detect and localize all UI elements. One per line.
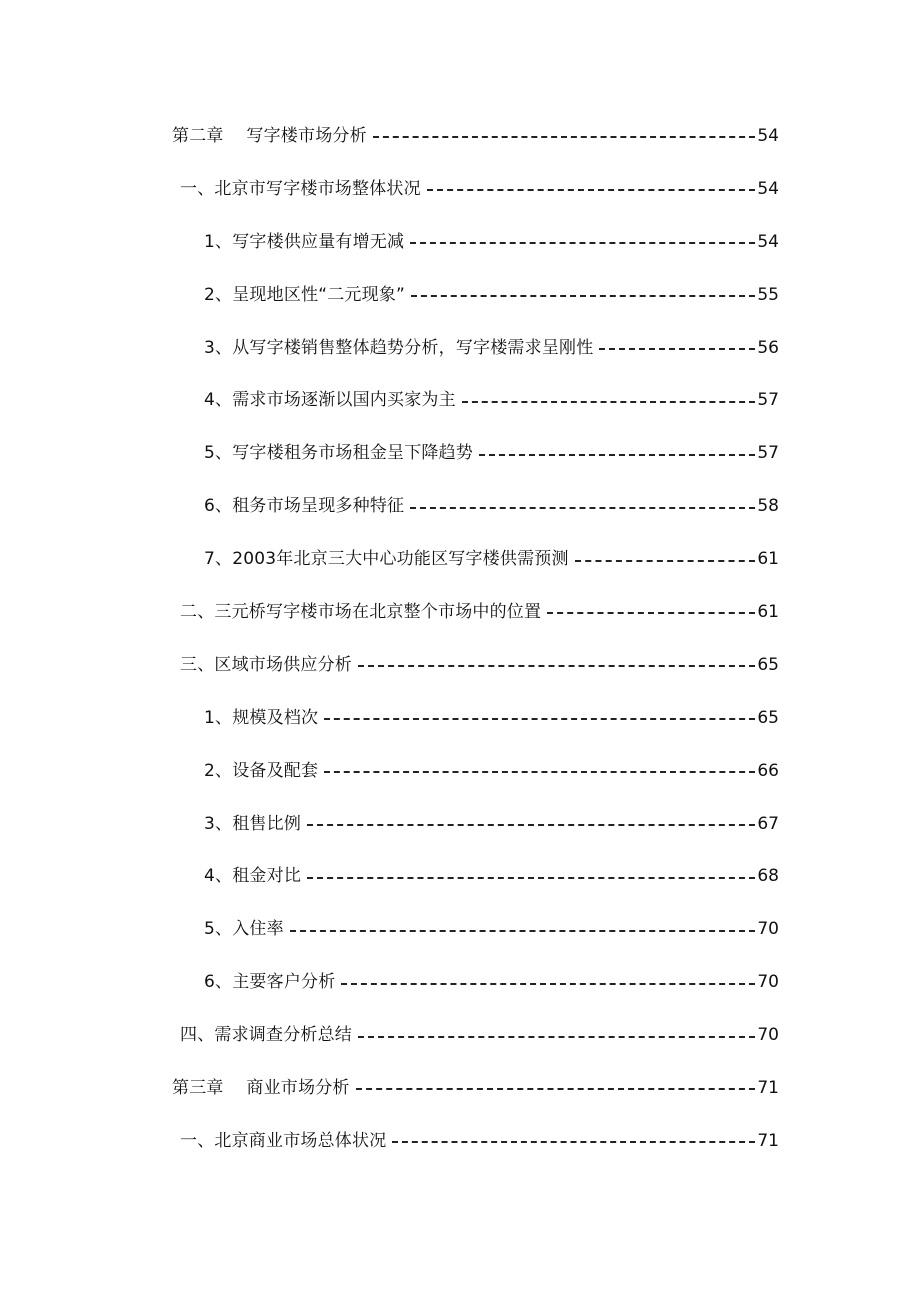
toc-dot-leader [356, 1088, 755, 1090]
toc-entry-title: 一、北京商业市场总体状况 [180, 1130, 387, 1151]
toc-dot-leader [392, 1141, 755, 1143]
toc-entry-title: 5、写字楼租务市场租金呈下降趋势 [204, 443, 474, 464]
toc-dot-leader [307, 877, 755, 879]
toc-page-number: 70 [757, 1025, 779, 1046]
toc-page-number: 68 [757, 866, 779, 887]
toc-page-number: 54 [757, 231, 779, 252]
toc-entry-item[interactable] [0, 903, 920, 956]
toc-entry-item[interactable] [0, 374, 920, 427]
toc-dot-leader [410, 507, 755, 509]
toc-dot-leader [410, 242, 755, 244]
toc-entry-title: 1、规模及档次 [204, 707, 319, 728]
toc-page-number: 70 [757, 919, 779, 940]
toc-entry-section[interactable] [0, 163, 920, 216]
toc-entry-section[interactable] [0, 1115, 920, 1168]
toc-entry-title: 6、主要客户分析 [204, 972, 336, 993]
toc-page-number: 56 [757, 337, 779, 358]
toc-dot-leader [324, 771, 755, 773]
toc-page-number: 66 [757, 760, 779, 781]
toc-entry-item[interactable] [0, 692, 920, 745]
toc-dot-leader [599, 348, 755, 350]
toc-page-number: 54 [757, 178, 779, 199]
toc-dot-leader [358, 1036, 755, 1038]
toc-dot-leader [373, 136, 755, 138]
toc-page-number: 57 [757, 443, 779, 464]
toc-entry-title: 7、2003年北京三大中心功能区写字楼供需预测 [204, 549, 569, 570]
toc-entry-chapter-3[interactable] [0, 1062, 920, 1115]
toc-dot-leader [411, 295, 755, 297]
toc-page-number: 70 [757, 972, 779, 993]
toc-page-number: 58 [757, 496, 779, 517]
toc-entry-title: 第三章 商业市场分析 [172, 1077, 350, 1098]
toc-entry-title: 4、租金对比 [204, 866, 302, 887]
toc-entry-title: 三、区域市场供应分析 [180, 654, 352, 675]
toc-entry-title: 2、呈现地区性“二元现象” [204, 284, 406, 305]
toc-dot-leader [324, 718, 755, 720]
toc-dot-leader [462, 401, 755, 403]
toc-page-number: 71 [757, 1077, 779, 1098]
toc-entry-title: 5、入住率 [204, 919, 284, 940]
toc-entry-title: 3、从写字楼销售整体趋势分析，写字楼需求呈刚性 [204, 337, 594, 358]
toc-entry-item[interactable] [0, 798, 920, 851]
toc-entry-section[interactable] [0, 586, 920, 639]
toc-dot-leader [307, 824, 755, 826]
toc-entry-title: 4、需求市场逐渐以国内买家为主 [204, 390, 456, 411]
toc-page-number: 65 [757, 707, 779, 728]
toc-dot-leader [479, 454, 755, 456]
toc-entry-title: 1、写字楼供应量有增无减 [204, 231, 405, 252]
toc-dot-leader [341, 983, 755, 985]
toc-entry-item[interactable] [0, 745, 920, 798]
table-of-contents [0, 110, 920, 1168]
toc-entry-section[interactable] [0, 1009, 920, 1062]
toc-entry-title: 一、北京市写字楼市场整体状况 [180, 178, 421, 199]
toc-dot-leader [358, 665, 755, 667]
toc-entry-item[interactable] [0, 533, 920, 586]
toc-entry-item[interactable] [0, 269, 920, 322]
toc-entry-chapter-2[interactable] [0, 110, 920, 163]
toc-entry-item[interactable] [0, 480, 920, 533]
toc-page-number: 61 [757, 601, 779, 622]
toc-dot-leader [290, 930, 755, 932]
toc-entry-title: 第二章 写字楼市场分析 [172, 125, 367, 146]
toc-entry-title: 二、三元桥写字楼市场在北京整个市场中的位置 [180, 601, 542, 622]
toc-dot-leader [575, 560, 755, 562]
toc-page-number: 71 [757, 1130, 779, 1151]
toc-entry-title: 6、租务市场呈现多种特征 [204, 496, 405, 517]
toc-entry-item[interactable] [0, 322, 920, 375]
toc-entry-item[interactable] [0, 850, 920, 903]
toc-entry-item[interactable] [0, 427, 920, 480]
toc-page-number: 55 [757, 284, 779, 305]
toc-entry-item[interactable] [0, 956, 920, 1009]
toc-page-number: 61 [757, 549, 779, 570]
toc-entry-section[interactable] [0, 639, 920, 692]
toc-page-number: 54 [757, 125, 779, 146]
toc-page-number: 65 [757, 654, 779, 675]
toc-entry-title: 2、设备及配套 [204, 760, 319, 781]
toc-page-number: 57 [757, 390, 779, 411]
toc-entry-title: 3、租售比例 [204, 813, 302, 834]
toc-page-number: 67 [757, 813, 779, 834]
toc-entry-item[interactable] [0, 216, 920, 269]
toc-dot-leader [427, 189, 755, 191]
toc-dot-leader [547, 612, 755, 614]
toc-entry-title: 四、需求调查分析总结 [180, 1025, 352, 1046]
